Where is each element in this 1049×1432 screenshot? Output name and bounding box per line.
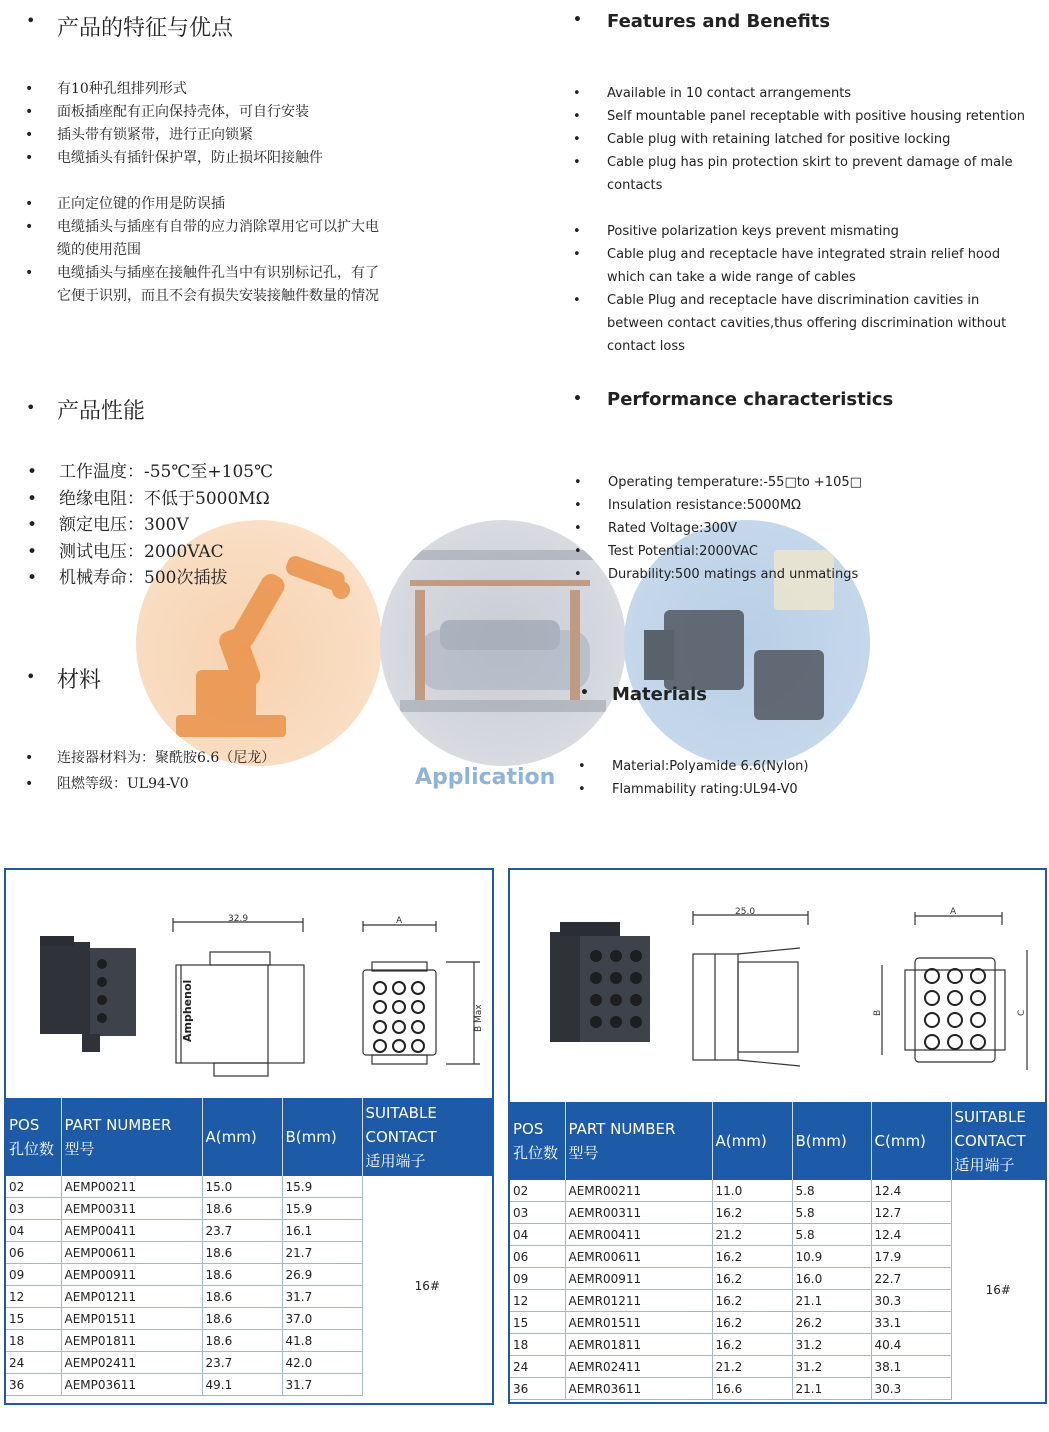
table-cell: AEMP01511 — [61, 1308, 202, 1330]
table-cell: 36 — [6, 1374, 61, 1396]
plug-brand-label: Amphenol — [181, 979, 194, 1042]
plug-dim-a: 32.9 — [228, 914, 249, 924]
table-cell: 18.6 — [202, 1330, 282, 1352]
table-cell: 36 — [510, 1378, 565, 1400]
list-item: • Available in 10 contact arrangements — [607, 82, 1032, 105]
table-cell: 09 — [510, 1268, 565, 1290]
table-cell: 09 — [6, 1264, 61, 1286]
en-materials-list — [612, 755, 912, 801]
table-cell: 11.0 — [712, 1180, 792, 1202]
table-cell: 30.3 — [871, 1290, 951, 1312]
receptacle-spec-panel — [508, 868, 1047, 1404]
list-item: • Cable plug has pin protection skirt to prevent damage of male contacts — [607, 151, 1032, 197]
receptacle-dim-a: 25.0 — [735, 907, 756, 917]
table-cell: AEMP01211 — [61, 1286, 202, 1308]
table-cell: 18.6 — [202, 1286, 282, 1308]
list-item: • Cable plug with retaining latched for positive locking — [607, 128, 1032, 151]
table-cell: AEMR00911 — [565, 1268, 712, 1290]
table-cell: 21.7 — [282, 1242, 362, 1264]
receptacle-dim-front: A — [950, 907, 957, 917]
table-cell: 12 — [510, 1290, 565, 1312]
table-cell: 31.7 — [282, 1374, 362, 1396]
cn-materials-list — [57, 745, 387, 797]
list-item: • Flammability rating:UL94-V0 — [612, 778, 912, 801]
table-cell: 10.9 — [792, 1246, 871, 1268]
table-cell: 18.6 — [202, 1264, 282, 1286]
table-cell: 12.4 — [871, 1224, 951, 1246]
receptacle-photo — [550, 922, 650, 1042]
col-a: A(mm) — [712, 1102, 792, 1180]
table-cell: 23.7 — [202, 1220, 282, 1242]
en-features-bullet: • — [573, 12, 582, 28]
cn-features-heading: 产品的特征与优点 — [57, 16, 234, 41]
table-cell: 16.2 — [712, 1334, 792, 1356]
list-item: • 插头带有锁紧带，进行正向锁紧 — [57, 124, 387, 147]
table-cell: 02 — [6, 1176, 61, 1198]
table-cell: 04 — [510, 1224, 565, 1246]
col-part-number: PART NUMBER 型号 — [61, 1098, 202, 1176]
table-cell: 21.2 — [712, 1356, 792, 1378]
table-row — [510, 1180, 1045, 1202]
table-cell: 16.2 — [712, 1312, 792, 1334]
table-cell: 26.9 — [282, 1264, 362, 1286]
plug-drawing — [6, 870, 492, 1098]
receptacle-spec-table — [510, 1102, 1045, 1400]
table-cell: 15.0 — [202, 1176, 282, 1198]
table-cell: AEMR00211 — [565, 1180, 712, 1202]
list-item: • Material:Polyamide 6.6(Nylon) — [612, 755, 912, 778]
table-cell: 5.8 — [792, 1180, 871, 1202]
list-item: • 电缆插头与插座在接触件孔当中有识别标记孔，有了它便于识别，而且不会有损失安装接触件数量的情况 — [57, 262, 382, 308]
table-cell: 33.1 — [871, 1312, 951, 1334]
table-cell: 38.1 — [871, 1356, 951, 1378]
list-item: • 机械寿命：500次插拔 — [59, 565, 359, 592]
list-item: • 有10种孔组排列形式 — [57, 78, 387, 101]
list-item: • 工作温度：-55℃至+105℃ — [59, 459, 359, 486]
table-cell: AEMR03611 — [565, 1378, 712, 1400]
table-cell: AEMP03611 — [61, 1374, 202, 1396]
table-cell: 26.2 — [792, 1312, 871, 1334]
table-cell: 31.2 — [792, 1356, 871, 1378]
table-cell: 15.9 — [282, 1198, 362, 1220]
cn-performance-bullet: • — [26, 398, 36, 417]
table-cell: 40.4 — [871, 1334, 951, 1356]
table-cell: 03 — [6, 1198, 61, 1220]
table-cell: AEMR00311 — [565, 1202, 712, 1224]
en-performance-list — [608, 471, 908, 586]
list-item: • 面板插座配有正向保持壳体，可自行安装 — [57, 101, 387, 124]
cn-features-list — [57, 78, 387, 170]
application-label: Application — [415, 765, 556, 790]
en-performance-heading: Performance characteristics — [607, 389, 894, 410]
table-cell: 06 — [6, 1242, 61, 1264]
table-cell: 17.9 — [871, 1246, 951, 1268]
receptacle-drawing — [510, 870, 1045, 1102]
table-cell: 21.1 — [792, 1378, 871, 1400]
table-cell: 03 — [510, 1202, 565, 1224]
contact-cell: 16# — [985, 1282, 1011, 1297]
table-cell: 15.9 — [282, 1176, 362, 1198]
table-cell: 02 — [510, 1180, 565, 1202]
table-cell: 12.4 — [871, 1180, 951, 1202]
table-cell: 15 — [510, 1312, 565, 1334]
table-cell: 37.0 — [282, 1308, 362, 1330]
table-cell: AEMP00311 — [61, 1198, 202, 1220]
table-cell: AEMR00411 — [565, 1224, 712, 1246]
table-cell: 16.0 — [792, 1268, 871, 1290]
table-cell: AEMP01811 — [61, 1330, 202, 1352]
table-cell: AEMP00411 — [61, 1220, 202, 1242]
list-item: • 电缆插头有插针保护罩，防止损坏阳接触件 — [57, 147, 387, 170]
table-cell: AEMR01811 — [565, 1334, 712, 1356]
cn-features-bullet: • — [26, 11, 36, 30]
table-cell: 18.6 — [202, 1308, 282, 1330]
table-cell: 12 — [6, 1286, 61, 1308]
plug-spec-table — [6, 1098, 492, 1396]
table-cell: 16.2 — [712, 1268, 792, 1290]
col-a: A(mm) — [202, 1098, 282, 1176]
table-cell: 16.2 — [712, 1290, 792, 1312]
table-cell: 5.8 — [792, 1202, 871, 1224]
en-performance-bullet: • — [573, 391, 582, 407]
list-item: • 测试电压：2000VAC — [59, 539, 359, 566]
list-item: • Operating temperature:-55□to +105□ — [608, 471, 908, 494]
cn-performance-list — [59, 459, 359, 592]
list-item: • Cable plug and receptacle have integrated strain relief hood which can take a wide range of cables — [607, 243, 1027, 289]
table-cell: AEMR01211 — [565, 1290, 712, 1312]
table-cell: 22.7 — [871, 1268, 951, 1290]
table-cell: 30.3 — [871, 1378, 951, 1400]
list-item: • 阻燃等级：UL94-V0 — [57, 771, 387, 797]
table-cell: AEMP00911 — [61, 1264, 202, 1286]
en-materials-heading: Materials — [612, 684, 707, 705]
table-cell: 21.1 — [792, 1290, 871, 1312]
col-c: C(mm) — [871, 1102, 951, 1180]
plug-dim-side: B Max — [474, 1004, 484, 1032]
col-pos: POS 孔位数 — [510, 1102, 565, 1180]
list-item: • Positive polarization keys prevent mismating — [607, 220, 1027, 243]
table-cell: 24 — [6, 1352, 61, 1374]
table-cell: 31.2 — [792, 1334, 871, 1356]
table-cell: 12.7 — [871, 1202, 951, 1224]
cn-materials-bullet: • — [26, 667, 36, 686]
en-features-heading: Features and Benefits — [607, 11, 831, 32]
table-cell: 06 — [510, 1246, 565, 1268]
table-cell: 18.6 — [202, 1242, 282, 1264]
list-item: • 额定电压：300V — [59, 512, 359, 539]
table-cell: 18 — [510, 1334, 565, 1356]
list-item: • 绝缘电阻：不低于5000MΩ — [59, 486, 359, 513]
table-cell: AEMP00211 — [61, 1176, 202, 1198]
col-pos: POS 孔位数 — [6, 1098, 61, 1176]
en-materials-bullet: • — [580, 685, 589, 701]
col-contact: SUITABLE CONTACT 适用端子 — [951, 1102, 1045, 1180]
table-cell: 16.6 — [712, 1378, 792, 1400]
table-cell: 15 — [6, 1308, 61, 1330]
table-cell: 18 — [6, 1330, 61, 1352]
cn-performance-heading: 产品性能 — [57, 399, 146, 424]
list-item: • 连接器材料为：聚酰胺6.6（尼龙） — [57, 745, 387, 771]
list-item: • Self mountable panel receptable with positive housing retention — [607, 105, 1032, 128]
table-cell: 16.2 — [712, 1246, 792, 1268]
col-part-number: PART NUMBER 型号 — [565, 1102, 712, 1180]
contact-cell: 16# — [414, 1278, 440, 1293]
table-cell: 16.2 — [712, 1202, 792, 1224]
table-cell: 24 — [510, 1356, 565, 1378]
list-item: • Cable Plug and receptacle have discrimination cavities in between contact cavities,thus offering discrimination without contact loss — [607, 289, 1027, 358]
en-features2-list — [607, 220, 1027, 358]
list-item: • Test Potential:2000VAC — [608, 540, 908, 563]
table-cell: AEMR02411 — [565, 1356, 712, 1378]
table-cell: 41.8 — [282, 1330, 362, 1352]
receptacle-dim-right: C — [1017, 1009, 1027, 1016]
receptacle-dim-left: B — [873, 1009, 883, 1016]
table-cell: AEMR01511 — [565, 1312, 712, 1334]
list-item: • Rated Voltage:300V — [608, 517, 908, 540]
table-cell: 04 — [6, 1220, 61, 1242]
table-cell: 21.2 — [712, 1224, 792, 1246]
col-b: B(mm) — [792, 1102, 871, 1180]
table-cell: AEMP00611 — [61, 1242, 202, 1264]
col-b: B(mm) — [282, 1098, 362, 1176]
col-contact: SUITABLE CONTACT 适用端子 — [362, 1098, 492, 1176]
plug-photo — [40, 936, 136, 1052]
table-cell: 42.0 — [282, 1352, 362, 1374]
plug-spec-panel — [4, 868, 494, 1405]
list-item: • 电缆插头与插座有自带的应力消除罩用它可以扩大电缆的使用范围 — [57, 216, 382, 262]
cn-features2-list — [57, 193, 382, 308]
table-cell: 18.6 — [202, 1198, 282, 1220]
table-cell: 31.7 — [282, 1286, 362, 1308]
list-item: • Insulation resistance:5000MΩ — [608, 494, 908, 517]
table-cell: AEMR00611 — [565, 1246, 712, 1268]
table-cell: AEMP02411 — [61, 1352, 202, 1374]
list-item: • 正向定位键的作用是防误插 — [57, 193, 382, 216]
cn-materials-heading: 材料 — [57, 668, 102, 693]
plug-dim-front: A — [396, 916, 403, 926]
table-cell: 49.1 — [202, 1374, 282, 1396]
table-cell: 16.1 — [282, 1220, 362, 1242]
list-item: • Durability:500 matings and unmatings — [608, 563, 908, 586]
table-row — [6, 1176, 492, 1198]
factory-image — [380, 520, 626, 766]
en-features-list — [607, 82, 1032, 197]
table-cell: 5.8 — [792, 1224, 871, 1246]
table-cell: 23.7 — [202, 1352, 282, 1374]
